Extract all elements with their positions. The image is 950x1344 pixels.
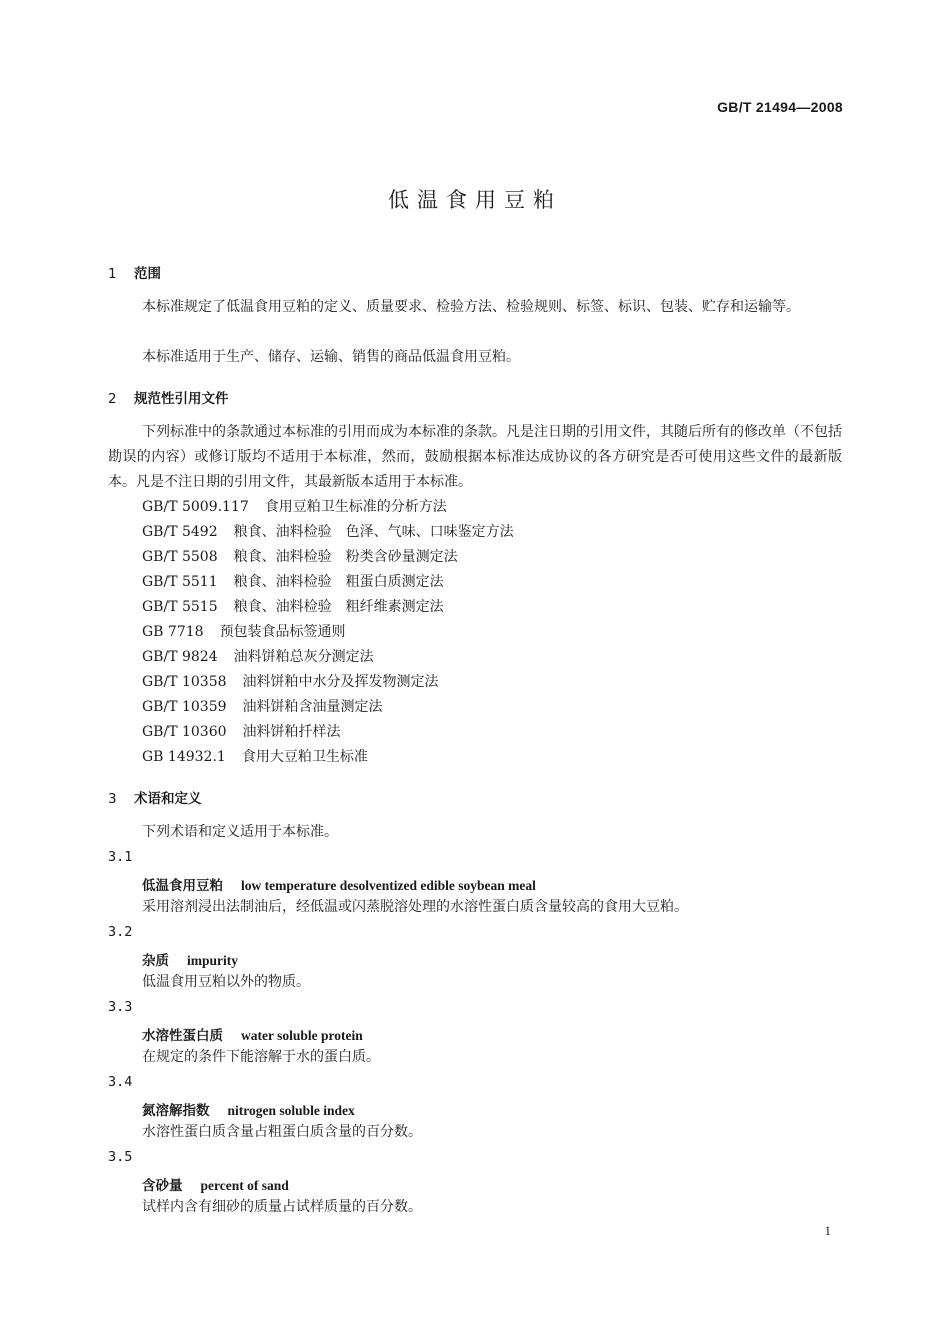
term-definition: 在规定的条件下能溶解于水的蛋白质。 [142, 1049, 380, 1065]
term-english: low temperature desolventized edible soybean meal [241, 878, 536, 893]
page-number: 1 [824, 1223, 831, 1238]
reference-code: GB/T 5492 [142, 524, 218, 540]
term-chinese: 含砂量 [142, 1178, 183, 1194]
term-heading [142, 949, 238, 969]
reference-code: GB/T 10359 [142, 699, 227, 715]
reference-title: 粮食、油料检验 粗蛋白质测定法 [233, 574, 444, 590]
section-title: 术语和定义 [134, 791, 202, 807]
reference-item [142, 720, 341, 745]
reference-item [142, 520, 514, 545]
reference-item [142, 695, 383, 720]
standard-code: GB/T 21494—2008 [717, 99, 843, 115]
section-heading-terms-definitions [108, 787, 202, 807]
reference-code: GB 14932.1 [142, 749, 226, 765]
reference-item [142, 545, 458, 570]
reference-title: 油料饼粕中水分及挥发物测定法 [242, 674, 439, 690]
term-heading [142, 1024, 363, 1044]
reference-code: GB/T 5511 [142, 574, 218, 590]
reference-title: 油料饼粕扦样法 [242, 724, 341, 740]
term-english: percent of sand [200, 1178, 289, 1193]
term-number: 3.5 [108, 1149, 133, 1165]
reference-item [142, 645, 374, 670]
term-chinese: 水溶性蛋白质 [142, 1028, 223, 1044]
references-intro: 下列标准中的条款通过本标准的引用而成为本标准的条款。凡是注日期的引用文件，其随后所有的修改单（不包括勘误的内容）或修订版均不适用于本标准，然而，鼓励根据本标准达成协议的各方研究是否可使用这些文件的最新版本。凡是不注日期的引用文件，其最新版本适用于本标准。 [108, 424, 842, 490]
reference-item [142, 745, 368, 770]
term-definition: 采用溶剂浸出法制油后，经低温或闪蒸脱溶处理的水溶性蛋白质含量较高的食用大豆粕。 [142, 899, 688, 915]
term-heading [142, 1174, 289, 1194]
term-english: impurity [187, 953, 239, 968]
section-heading-scope [108, 262, 161, 282]
reference-code: GB/T 9824 [142, 649, 218, 665]
reference-code: GB/T 5508 [142, 549, 218, 565]
terms-intro: 下列术语和定义适用于本标准。 [142, 824, 338, 840]
term-definition: 水溶性蛋白质含量占粗蛋白质含量的百分数。 [142, 1124, 422, 1140]
reference-item [142, 670, 439, 695]
scope-paragraph-1: 本标准规定了低温食用豆粕的定义、质量要求、检验方法、检验规则、标签、标识、包装、贮存和运输等。 [142, 299, 800, 315]
term-number: 3.4 [108, 1074, 133, 1090]
reference-title: 粮食、油料检验 色泽、气味、口味鉴定方法 [233, 524, 514, 540]
reference-code: GB/T 10360 [142, 724, 227, 740]
section-number: 3 [108, 791, 117, 807]
scope-paragraph-2: 本标准适用于生产、储存、运输、销售的商品低温食用豆粕。 [142, 349, 520, 365]
reference-item [142, 595, 444, 620]
section-heading-normative-references [108, 387, 229, 407]
reference-title: 粮食、油料检验 粉类含砂量测定法 [233, 549, 458, 565]
reference-title: 油料饼粕含油量测定法 [242, 699, 383, 715]
term-english: nitrogen soluble index [227, 1103, 355, 1118]
term-number: 3.1 [108, 849, 133, 865]
reference-item [142, 495, 447, 520]
term-definition: 低温食用豆粕以外的物质。 [142, 974, 310, 990]
reference-title: 油料饼粕总灰分测定法 [233, 649, 374, 665]
term-chinese: 低温食用豆粕 [142, 878, 223, 894]
reference-title: 粮食、油料检验 粗纤维素测定法 [233, 599, 444, 615]
term-english: water soluble protein [241, 1028, 363, 1043]
term-chinese: 杂质 [142, 953, 169, 969]
term-definition: 试样内含有细砂的质量占试样质量的百分数。 [142, 1199, 422, 1215]
section-title: 范围 [134, 266, 161, 282]
reference-code: GB 7718 [142, 624, 204, 640]
term-number: 3.3 [108, 999, 133, 1015]
reference-code: GB/T 5515 [142, 599, 218, 615]
term-heading [142, 1099, 355, 1119]
section-number: 1 [108, 266, 117, 282]
term-chinese: 氮溶解指数 [142, 1103, 210, 1119]
reference-code: GB/T 5009.117 [142, 499, 249, 515]
section-number: 2 [108, 391, 117, 407]
term-heading [142, 874, 536, 894]
section-title: 规范性引用文件 [134, 391, 229, 407]
reference-title: 食用豆粕卫生标准的分析方法 [264, 499, 447, 515]
reference-item [142, 620, 346, 645]
reference-item [142, 570, 444, 595]
term-number: 3.2 [108, 924, 133, 940]
document-title: 低温食用豆粕 [388, 188, 562, 212]
reference-title: 食用大豆粕卫生标准 [241, 749, 368, 765]
reference-code: GB/T 10358 [142, 674, 227, 690]
reference-title: 预包装食品标签通则 [219, 624, 346, 640]
